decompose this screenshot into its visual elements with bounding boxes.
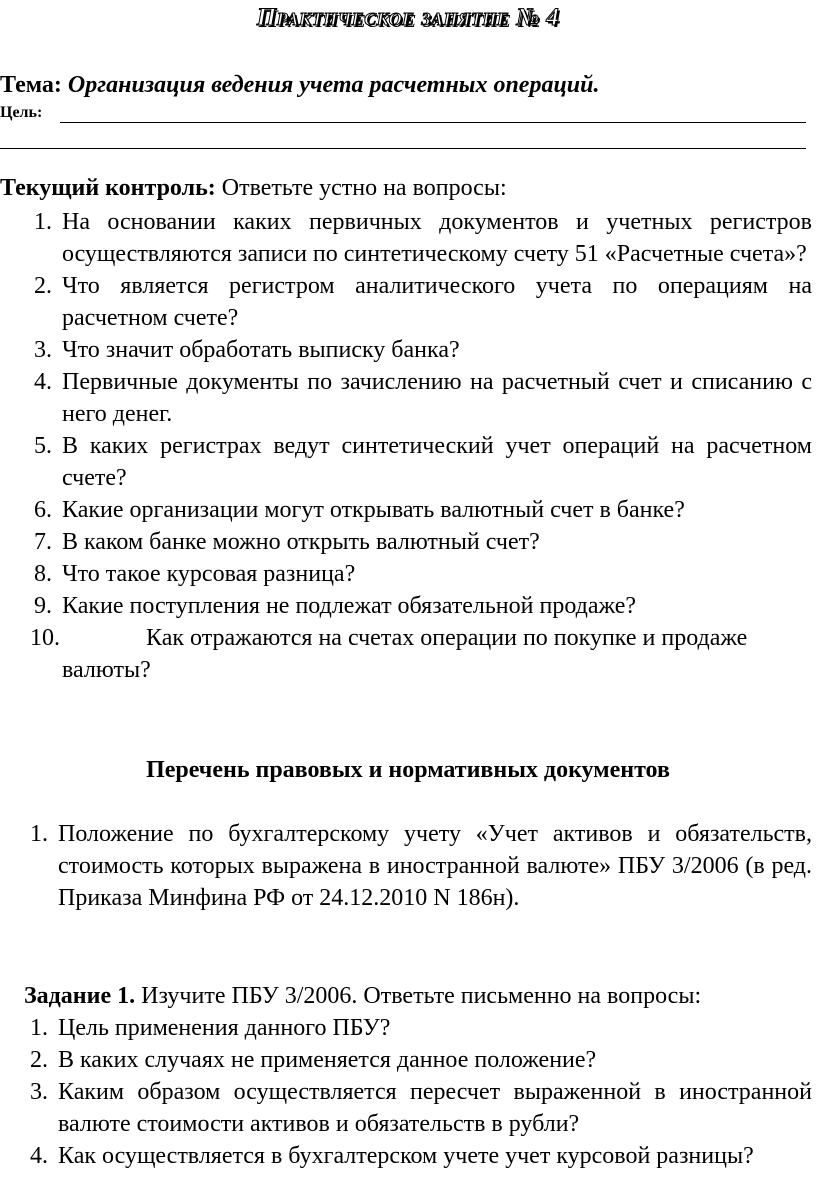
task1-instruction: Изучите ПБУ 3/2006. Ответьте письменно на вопросы: [141,983,702,1009]
item-text: В каком банке можно открыть валютный счет? [62,529,540,555]
current-control-instruction: Ответьте устно на вопросы: [221,175,507,201]
list-item [0,590,812,622]
item-text: Как отражаются на счетах операции по покупке и продаже валюты? [62,625,748,683]
item-number: 2. [30,1047,48,1073]
item-text: Что является регистром аналитического учета по операциям на расчетном счете? [62,273,812,331]
list-item [0,1044,812,1076]
list-item [0,1012,812,1044]
list-item [0,494,812,526]
item-text: На основании каких первичных документов и учетных регистров осуществляются записи по синтетическому счету 51 «Расчетные счета»? [62,209,812,267]
list-item [0,334,812,366]
goal-blank-line [60,122,806,123]
legal-docs-list [0,818,812,914]
item-number: 3. [34,337,52,363]
list-item [0,430,812,494]
item-number: 3. [30,1079,48,1105]
item-text: В каких регистрах ведут синтетический учет операций на расчетном счете? [62,433,812,491]
item-text: Какие поступления не подлежат обязательной продаже? [62,593,637,619]
task1-heading [24,980,701,1012]
item-number: 10. [30,625,60,651]
list-item [0,818,812,914]
list-item [0,206,812,270]
topic-value: Организация ведения учета расчетных операций. [67,72,600,98]
page-title: Практическое занятие № 4 [256,4,560,31]
item-number: 4. [34,369,52,395]
item-number: 7. [34,529,52,555]
task1-label: Задание 1. [24,983,136,1009]
topic-line [0,72,600,99]
item-text: Что значит обработать выписку банка? [62,337,460,363]
item-text: В каких случаях не применяется данное положение? [58,1047,597,1073]
current-control-label: Текущий контроль: [0,175,216,201]
goal-blank-line-2 [0,148,806,149]
item-number: 2. [34,273,52,299]
current-control-heading [0,172,507,204]
item-text: Положение по бухгалтерскому учету «Учет активов и обязательств, стоимость которых выражена в иностранной валюте» ПБУ 3/2006 (в ред. Приказа Минфина РФ от 24.12.2010 N 186н). [58,821,812,911]
item-number: 1. [34,209,52,235]
list-item [0,526,812,558]
item-text: Как осуществляется в бухгалтерском учете учет курсовой разницы? [58,1143,754,1169]
current-control-questions [0,206,812,686]
item-number: 1. [30,1015,48,1041]
list-item [0,366,812,430]
item-number: 1. [30,821,48,847]
item-text: Первичные документы по зачислению на расчетный счет и списанию с него денег. [62,369,812,427]
item-number: 5. [34,433,52,459]
item-text: Какие организации могут открывать валютный счет в банке? [62,497,685,523]
goal-label: Цель: [0,104,43,121]
item-number: 6. [34,497,52,523]
item-number: 8. [34,561,52,587]
item-text: Каким образом осуществляется пересчет выраженной в иностранной валюте стоимости активов и обязательств в рубли? [58,1079,812,1137]
list-item [0,558,812,590]
topic-label: Тема: [0,72,62,98]
goal-line [0,104,806,126]
list-item [0,1076,812,1140]
list-item [0,622,812,686]
item-text: Цель применения данного ПБУ? [58,1015,391,1041]
legal-docs-heading: Перечень правовых и нормативных документов [146,757,670,783]
item-number: 4. [30,1143,48,1169]
item-text: Что такое курсовая разница? [62,561,356,587]
task1-questions [0,1012,812,1172]
item-number: 9. [34,593,52,619]
list-item [0,270,812,334]
list-item [0,1140,812,1172]
